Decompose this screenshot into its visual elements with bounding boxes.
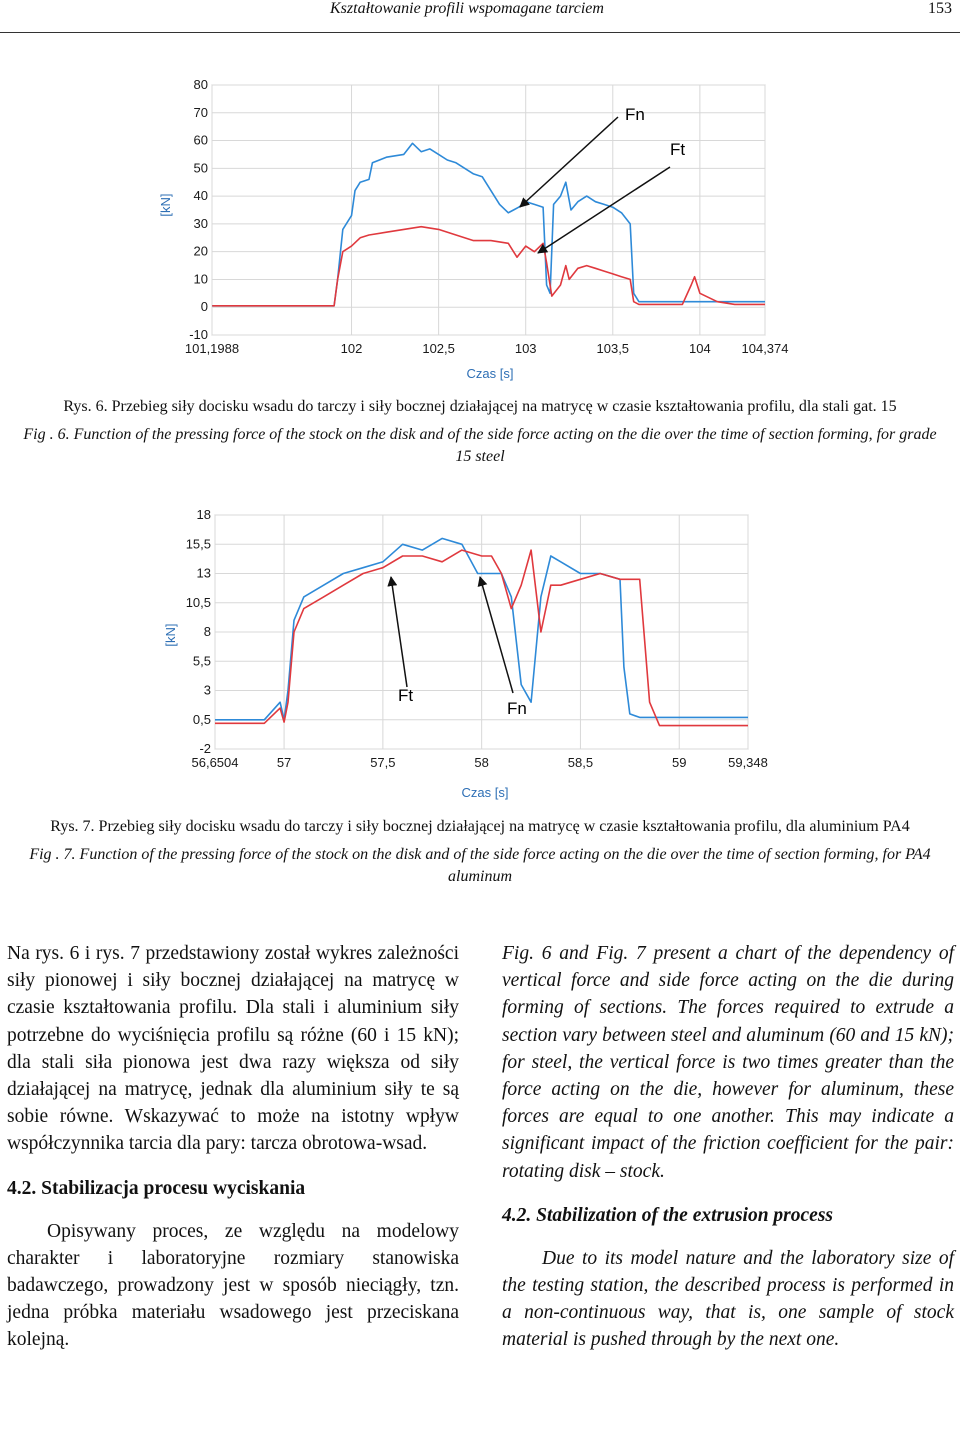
figure-7-y-tick-label: 0,5 <box>192 711 211 727</box>
body-en-paragraph-2: Due to its model nature and the laboratory size of the testing station, the described process is performed in a non-continuous way, that is, one sample of stock material is pushed through by the next one. <box>502 1247 954 1351</box>
figure-6-y-tick-label: 60 <box>193 132 208 148</box>
figure-7-x-tick-label: 59 <box>672 755 687 770</box>
figure-6-ylabel: [kN] <box>158 193 173 217</box>
figure-7-y-tick-label: 3 <box>203 682 211 698</box>
body-en-section-heading: 4.2. Stabilization of the extrusion process <box>502 1204 834 1226</box>
figure-6-x-tick-label: 103,5 <box>596 341 630 356</box>
figure-6-x-tick-label: 101,1988 <box>184 341 240 356</box>
figure-6-y-tick-label: 0 <box>200 299 208 315</box>
page-number: 153 <box>928 0 952 17</box>
figure-7-caption-en: Fig . 7. Function of the pressing force of the stock on the disk and of the side force acting on the die over the time of section forming, for PA4 aluminum <box>29 846 931 885</box>
figure-7-y-tick-label: 5,5 <box>192 653 211 669</box>
figure-7-y-tick-label: -2 <box>199 741 211 756</box>
figure-7-x-tick-label: 59,348 <box>728 755 768 770</box>
body-pl-section-heading: 4.2. Stabilizacja procesu wyciskania <box>7 1177 306 1199</box>
body-en-paragraph-1: Fig. 6 and Fig. 7 present a chart of the dependency of vertical force and side force acting on the die during forming of sections. The forces required to extrude a section vary between steel and aluminum (60 and 15 kN); for steel, the vertical force is two times greater than the force acting on the die, however for aluminum, these forces are equal to one another. This may indicate a significant impact of the friction coefficient for the pair: rotating disk – stock. <box>502 943 954 1182</box>
figure-6-x-tick-label: 104,374 <box>741 341 789 356</box>
figure-6-x-tick-label: 102 <box>340 341 363 356</box>
figure-7-caption-pl: Rys. 7. Przebieg siły docisku wsadu do tarczy i siły bocznej działającej na matrycę w czasie kształtowania profilu, dla aluminium PA4 <box>50 818 910 835</box>
figure-6-label-fn: Fn <box>625 105 645 124</box>
body-pl-paragraph-2: Opisywany proces, ze względu na modelowy charakter i laboratoryjne rozmiary stanowiska badawczego, prowadzony jest w sposób nieciągły, tzn. jedna próbka materiału wsadowego jest przeciskana kolejną. <box>7 1220 459 1351</box>
figure-6-y-tick-label: 20 <box>193 243 208 259</box>
figure-7-x-tick-label: 58,5 <box>567 755 594 770</box>
figure-6-y-tick-label: 50 <box>193 160 208 176</box>
figure-6-caption <box>20 396 940 468</box>
figure-6-label-ft: Ft <box>670 140 686 159</box>
figure-6-x-tick-label: 103 <box>514 341 537 356</box>
body-column-english <box>502 940 954 1354</box>
figure-7-y-tick-label: 10,5 <box>185 594 211 610</box>
figure-7-y-tick-label: 15,5 <box>185 536 211 552</box>
figure-6-y-tick-label: 30 <box>193 215 208 231</box>
body-column-polish <box>7 940 459 1354</box>
figure-7-y-tick-label: 18 <box>196 507 211 522</box>
running-title: Kształtowanie profili wspomagane tarciem <box>330 0 604 17</box>
figure-6-plot-frame <box>212 85 765 335</box>
figure-6-y-tick-label: -10 <box>189 327 208 342</box>
figure-7-chart <box>155 505 785 805</box>
figure-7-plot-area <box>186 507 768 770</box>
figure-7-y-tick-label: 8 <box>203 624 211 639</box>
figure-6-caption-pl: Rys. 6. Przebieg siły docisku wsadu do tarczy i siły bocznej działającej na matrycę w czasie kształtowania profilu, dla stali gat. 15 <box>63 398 897 415</box>
figure-7-x-tick-label: 58 <box>474 755 489 770</box>
running-header <box>0 0 960 33</box>
figure-7-x-tick-label: 56,6504 <box>191 755 239 770</box>
figure-7-y-tick-label: 13 <box>196 565 211 581</box>
figure-7-xlabel: Czas [s] <box>461 785 509 800</box>
figure-6-y-tick-label: 10 <box>193 271 208 287</box>
figure-7-x-tick-label: 57 <box>276 755 292 770</box>
figure-6-chart <box>150 75 810 385</box>
figure-6-x-tick-label: 104 <box>689 341 711 356</box>
figure-6-plot-area <box>185 77 789 356</box>
figure-6-y-tick-label: 80 <box>193 77 208 92</box>
figure-7-label-ft: Ft <box>398 686 414 705</box>
figure-7-label-fn: Fn <box>507 699 527 718</box>
figure-6-y-tick-label: 70 <box>193 104 208 120</box>
body-pl-paragraph-1: Na rys. 6 i rys. 7 przedstawiony został wykres zależności siły pionowej i siły bocznej działającej na matrycę w czasie kształtowania profilu. Dla stali i aluminium siły potrzebne do wyciśnięcia profilu są różne (60 i 15 kN); dla stali siła pionowa jest dwa razy większa od siły działającej na matrycę, jednak dla aluminium siły te są sobie równe. Wskazywać to może na istotny wpływ współczynnika tarcia dla pary: tarcza obrotowa-wsad. <box>7 943 459 1155</box>
figure-6-x-tick-label: 102,5 <box>422 341 455 356</box>
figure-7-x-tick-label: 57,5 <box>370 755 396 770</box>
figure-7-caption <box>20 816 940 888</box>
figure-7-ylabel: [kN] <box>163 623 178 647</box>
figure-6-y-tick-label: 40 <box>193 188 208 204</box>
figure-6-xlabel: Czas [s] <box>466 366 514 381</box>
figure-6-caption-en: Fig . 6. Function of the pressing force of the stock on the disk and of the side force acting on the die over the time of section forming, for grade 15 steel <box>23 426 937 465</box>
